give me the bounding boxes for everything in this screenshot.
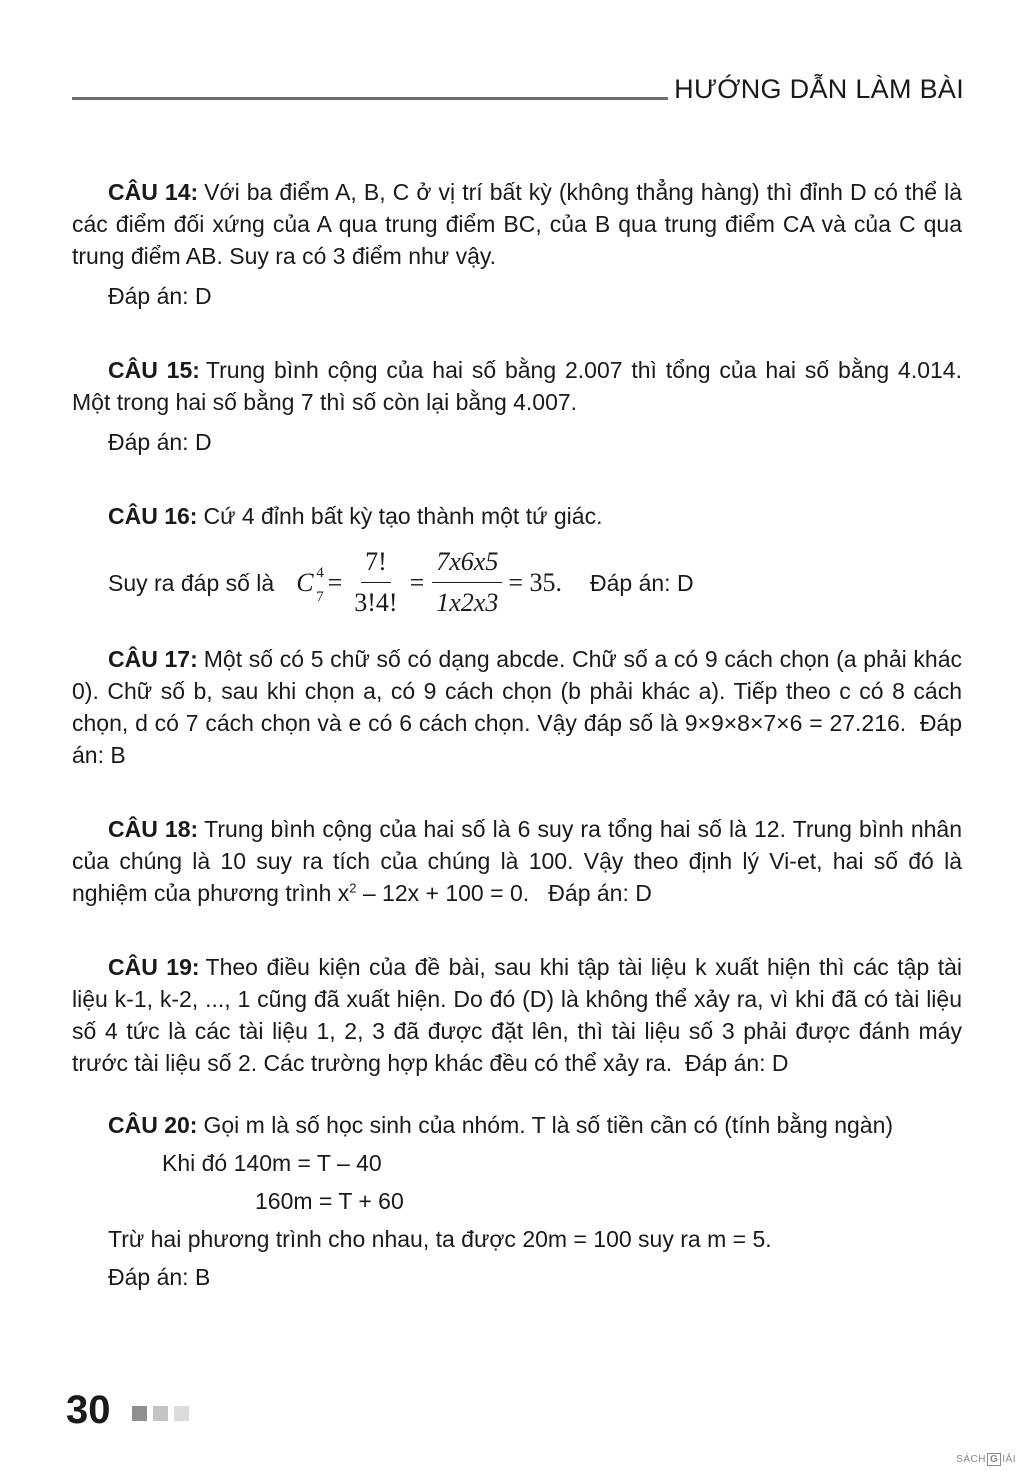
combination-symbol: C 4 7 [296,567,325,599]
combination-superscript: 4 [316,564,324,581]
question-14-answer: Đáp án: D [108,283,212,309]
question-17-text: Một số có 5 chữ số có dạng abcde. Chữ số a có 9 cách chọn (a phải khác 0). Chữ số b, sau khi chọn a, có 9 cách chọn (b phải khác a). Tiếp theo c có 8 cách chọn, d có 7 cách chọn và e có 6 cách chọn. Vậy đáp số là 9×9×8×7×6 = 27.216. [72,646,962,736]
watermark-box: G [987,1453,1001,1466]
question-19-body [72,951,962,1079]
question-20-conclusion: Trừ hai phương trình cho nhau, ta được 20m = 100 suy ra m = 5. [108,1226,772,1252]
fraction-numerator: 7x6x5 [432,546,502,583]
question-16-text: Cứ 4 đỉnh bất kỳ tạo thành một tứ giác. [203,503,603,529]
question-14-label: CÂU 14: [108,179,199,205]
question-19-text: Theo điều kiện của đề bài, sau khi tập tài liệu k xuất hiện thì các tập tài liệu k-1, k-2, ..., 1 cũng đã xuất hiện. Do đó (D) là không thể xảy ra, vì khi đã có tài liệu số 4 tức là các tài liệu 1, 2, 3 đã được đặt lên, thì tài liệu số 3 phải được đánh máy trước tài liệu số 2. Các trường hợp khác đều có thể xảy ra. [72,954,962,1076]
decoration-square [132,1406,147,1421]
equals-sign: = [409,567,425,597]
equals-sign: = [327,567,343,597]
question-19-answer: Đáp án: D [684,1050,789,1076]
fraction-numerator: 7! [361,546,391,583]
question-14-text: Với ba điểm A, B, C ở vị trí bất kỳ (không thẳng hàng) thì đỉnh D có thể là các điểm đối xứng của A qua trung điểm BC, của B qua trung điểm CA và của C qua trung điểm AB. Suy ra có 3 điểm như vậy. [72,179,963,269]
question-20-text: Gọi m là số học sinh của nhóm. T là số tiền cần có (tính bằng ngàn) [203,1112,894,1138]
question-19 [72,951,962,1079]
question-20-body [72,1109,962,1141]
fraction-factorial [350,546,401,619]
question-18-answer: Đáp án: D [548,880,652,906]
formula-result: = 35. [508,567,562,597]
question-18 [72,813,962,909]
question-20-label: CÂU 20: [108,1112,198,1138]
question-20-answer: Đáp án: B [108,1264,211,1290]
question-19-label: CÂU 19: [108,954,200,980]
question-20-equation-2: 160m = T + 60 [255,1188,404,1214]
question-16-label: CÂU 16: [108,503,198,529]
question-14-body [72,176,962,272]
question-17 [72,643,962,771]
page-number: 30 [66,1388,111,1432]
formula-prefix: Suy ra đáp số là [108,569,275,596]
question-17-body [72,643,962,771]
question-15-text: Trung bình cộng của hai số bằng 2.007 thì tổng của hai số bằng 4.014. Một trong hai số bằng 7 thì số còn lại bằng 4.007. [72,357,962,415]
question-17-answer: Đáp án: B [72,710,963,768]
question-17-label: CÂU 17: [108,646,198,672]
question-18-label: CÂU 18: [108,816,199,842]
watermark-text-left: SÁCH [956,1454,986,1465]
question-14 [72,176,962,312]
question-16-body [72,500,962,532]
exponent: 2 [349,880,357,896]
decoration-square [174,1406,189,1421]
question-16-answer: Đáp án: D [590,569,694,596]
question-18-text: Trung bình cộng của hai số là 6 suy ra tổng hai số là 12. Trung bình nhân của chúng là 10 suy ra tích của chúng là 100. Vậy theo định lý Vi-et, hai số đó là nghiệm của phương trình x [72,816,962,906]
question-16 [72,500,962,619]
question-16-formula-line [108,546,962,619]
question-15-label: CÂU 15: [108,357,200,383]
question-18-text-end: – 12x + 100 = 0. [356,880,530,906]
question-15 [72,354,962,458]
page-number-decoration [132,1406,189,1421]
question-15-body [72,354,962,418]
watermark-text-right: IẢI [1002,1454,1016,1465]
question-15-answer: Đáp án: D [108,429,212,455]
decoration-square [153,1406,168,1421]
question-20 [72,1109,962,1293]
header-title: HƯỚNG DẪN LÀM BÀI [674,74,964,104]
watermark-logo [956,1453,1016,1466]
fraction-denominator: 1x2x3 [436,588,499,617]
combination-formula [296,546,562,619]
combination-subscript: 7 [316,588,324,605]
fraction-product [432,546,502,619]
question-20-equation-1: Khi đó 140m = T – 40 [162,1150,382,1176]
fraction-denominator: 3!4! [354,588,398,617]
question-18-body [72,813,962,909]
page-content [72,176,962,1293]
header-rule [72,97,668,100]
